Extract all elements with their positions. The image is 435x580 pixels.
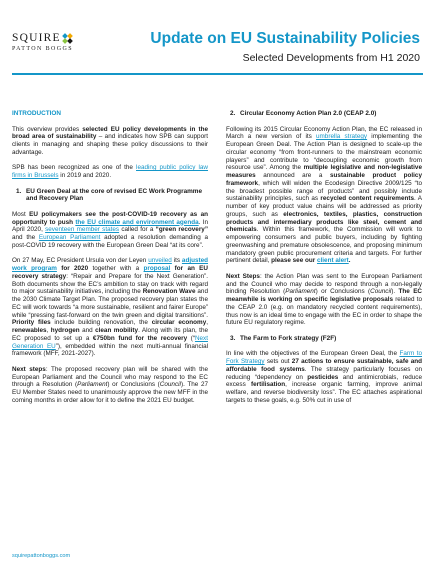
section-3-heading <box>226 335 422 343</box>
body-text: called for a <box>119 226 156 234</box>
page-subtitle: Selected Developments from H1 2020 <box>242 52 420 64</box>
logo <box>12 32 102 52</box>
body-text: Council <box>159 381 181 389</box>
emphasis-text: . <box>348 257 351 265</box>
section-2-paragraph-1 <box>226 126 422 266</box>
body-text: , <box>46 327 51 334</box>
body-text: , <box>206 319 208 327</box>
emphasis-text: Next steps <box>12 365 46 373</box>
body-text: its <box>171 257 182 265</box>
header-divider <box>12 73 423 75</box>
body-text: . Along with its plan, the EC proposed to set up a <box>12 327 209 342</box>
emphasis-text: circular economy <box>151 319 207 327</box>
body-text: Parliament <box>285 288 316 296</box>
intro-paragraph-2 <box>12 164 208 180</box>
body-text: include building renovation, the <box>50 319 152 327</box>
intro-heading: INTRODUCTION <box>12 110 61 117</box>
emphasis-text: recycled content requirements <box>320 195 414 203</box>
emphasis-text: Priority files <box>12 319 51 327</box>
emphasis-text: 27 actions to ensure sustainable, safe and affordable food systems <box>226 358 423 373</box>
inline-link[interactable]: proposal <box>143 265 171 272</box>
body-text: in 2019 and 2020. <box>58 172 112 179</box>
body-text: ) or Conclusions ( <box>107 381 160 389</box>
body-text: ). The 27 EU Member States need to unanimously approve the new MFF in the coming months in order allow for it to define the 2021 EU budget. <box>12 381 208 404</box>
body-text: sets out <box>264 358 292 365</box>
inline-link[interactable]: seventeen member states <box>45 226 120 234</box>
inline-link[interactable]: Farm to Fork Strategy <box>226 350 422 365</box>
emphasis-text: Next Steps <box>226 272 260 280</box>
body-text: : the Action Plan was sent to the European Parliament and the Council who may decide to respond through a non-legally binding Resolution ( <box>226 272 422 296</box>
inline-link[interactable]: European Parliament <box>38 234 101 241</box>
logo-line2: PATTON BOGGS <box>12 46 73 52</box>
emphasis-text: selected EU policy developments in the broad area of sustainability <box>12 125 209 141</box>
body-text: and <box>79 327 96 334</box>
section-1-paragraph-2 <box>12 257 208 358</box>
inline-link[interactable]: client alert <box>316 257 349 265</box>
section-3-title: The Farm to Fork strategy (F2F) <box>240 334 337 342</box>
section-2-paragraph-2 <box>226 273 422 327</box>
emphasis-text: please see our <box>271 257 317 265</box>
emphasis-text: multiple legislative and non-legislative measures <box>226 164 422 179</box>
body-text: related to the CEAP 2.0 (e.g. on mandatory recycled content requirements), thus now is an ideal time to engage with the EC in order to shape the future EU regulatory regime. <box>226 296 422 327</box>
section-3-paragraph-1 <box>226 350 422 404</box>
body-text: together with a <box>88 265 144 272</box>
emphasis-text: The EC meanwhile is working on specific legislative proposals <box>226 288 423 303</box>
section-2-title: Circular Economy Action Plan 2.0 (CEAP 2.0) <box>240 110 377 117</box>
emphasis-text: fertilisation <box>250 381 286 389</box>
inline-link[interactable]: Next Generation EU <box>12 334 208 350</box>
emphasis-text: for an EU recovery strategy <box>12 265 208 280</box>
footer-website-link[interactable]: squirepattonboggs.com <box>12 553 71 559</box>
body-text: Most <box>12 210 30 218</box>
emphasis-text: hydrogen <box>50 327 80 334</box>
body-text: ) or Conclusions ( <box>315 288 371 296</box>
body-text: and the <box>12 234 39 241</box>
emphasis-text: for 2020 <box>56 265 89 272</box>
body-text: implementing the European Green Deal. The Action Plan is designed to scale-up the circular economy “from front-runners to the mainstream economic players” and contribute to “decoupling economic growth from resource use”. Among the <box>226 133 423 172</box>
emphasis-text: clean mobility <box>95 327 139 334</box>
logo-mark-icon <box>63 34 72 43</box>
section-1-title: EU Green Deal at the core of revised EC Work Programme and Recovery Plan <box>26 187 203 203</box>
body-text: SPB has been recognized as one of the <box>12 164 137 172</box>
section-2-heading <box>226 110 422 118</box>
body-text: Parliament <box>77 381 108 389</box>
body-text: ). <box>391 288 399 296</box>
emphasis-text: “green recovery” <box>155 226 208 234</box>
section-1-paragraph-3 <box>12 366 208 405</box>
left-column <box>12 110 208 412</box>
section-2-number: 2. <box>230 110 236 117</box>
inline-link[interactable]: the EU climate and environment agenda <box>75 218 199 226</box>
emphasis-text: pesticides <box>307 373 339 381</box>
emphasis-text: renewables <box>12 327 47 334</box>
emphasis-text: electronics, textiles, plastics, construction products and intermediary products like steel, cement and chemicals <box>226 210 422 234</box>
inline-link[interactable]: adjusted work program <box>12 257 209 272</box>
body-text: : The proposed recovery plan will be shared with the European Parliament and the Council who may respond to the EC through a Resolution ( <box>12 365 208 389</box>
body-text: announced are a <box>255 172 330 179</box>
body-text: adopted a resolution demanding a post-COVID 19 recovery with the European Green Deal “at its core”. <box>12 234 208 249</box>
right-column <box>226 110 422 412</box>
section-3-number: 3. <box>230 334 236 342</box>
body-text: : “Repair and Prepare for the Next Generation”. Both documents show the EC’s ambition to stay on track with regard to major sustainability initiatives, including the <box>12 272 208 296</box>
emphasis-text: EU policymakers see the post-COVID-19 recovery as an opportunity to push <box>12 210 208 226</box>
body-text: (“ <box>187 334 195 342</box>
emphasis-text: Renovation Wave <box>142 288 196 296</box>
body-text: , which will widen the Ecodesign Directive 2009/125 “to the broadest possible range of products” and possibly include sustainability principles, such as <box>226 179 422 203</box>
body-text: On 27 May, EC President Ursula von der Leyen <box>12 257 149 265</box>
body-text: and antimicrobials, reduce excess <box>226 373 423 389</box>
intro-paragraph-1 <box>12 126 208 157</box>
emphasis-text: €750bn fund for the recovery <box>92 334 188 342</box>
page-title: Update on EU Sustainability Policies <box>150 30 420 47</box>
body-text: . In April 2020, <box>12 218 208 234</box>
body-text: In line with the objectives of the European Green Deal, the <box>226 350 400 358</box>
body-text: and the 2030 Climate Target Plan. The proposed recovery plan states the EC will work towards “a more sustainable, resilient and fairer Europe” while “pressing fast-forward on the twin green and digital transitions”. <box>12 288 208 319</box>
body-text: ”), embedded within the next multi-annual financial framework (MFF, 2021-2027). <box>12 342 209 358</box>
logo-line1: SQUIRE <box>12 32 61 44</box>
section-1-paragraph-1 <box>12 211 208 250</box>
body-text: Following its 2015 Circular Economy Action Plan, the EC released in March a new version of its <box>226 125 422 141</box>
section-1-number: 1. <box>16 187 22 195</box>
body-text: . A number of key product value chains will be addressed as priority groups, such as <box>226 195 423 218</box>
emphasis-text: sustainable product policy framework <box>226 172 422 187</box>
body-text: . Within this framework, the Commission will work to empowering consumers and public buyers, including by fighting greenwashing and premature obsolescence, and proposing minimum mandatory green public procurement criteria and targets. For further pertinent detail, <box>226 226 422 265</box>
logo-wordmark <box>12 32 102 44</box>
inline-link[interactable]: leading public policy law firms in Brussels <box>12 164 209 179</box>
section-1-heading <box>12 188 208 204</box>
body-text: Council <box>370 288 392 296</box>
body-text: . The strategy particularly focuses on reducing “dependency on <box>226 365 422 381</box>
body-text: – and indicates how SPB can support clients in managing and shaping these policy discussions to their advantage. <box>12 133 208 156</box>
body-text: , increase organic farming, improve animal welfare, and reverse biodiversity loss”. The EC attaches aspirational targets to these goals, e.g. 50% cut in use of <box>226 381 422 404</box>
inline-link[interactable]: umbrella strategy <box>316 133 368 141</box>
inline-link[interactable]: unveiled <box>148 257 172 265</box>
body-text: This overview provides <box>12 125 83 133</box>
